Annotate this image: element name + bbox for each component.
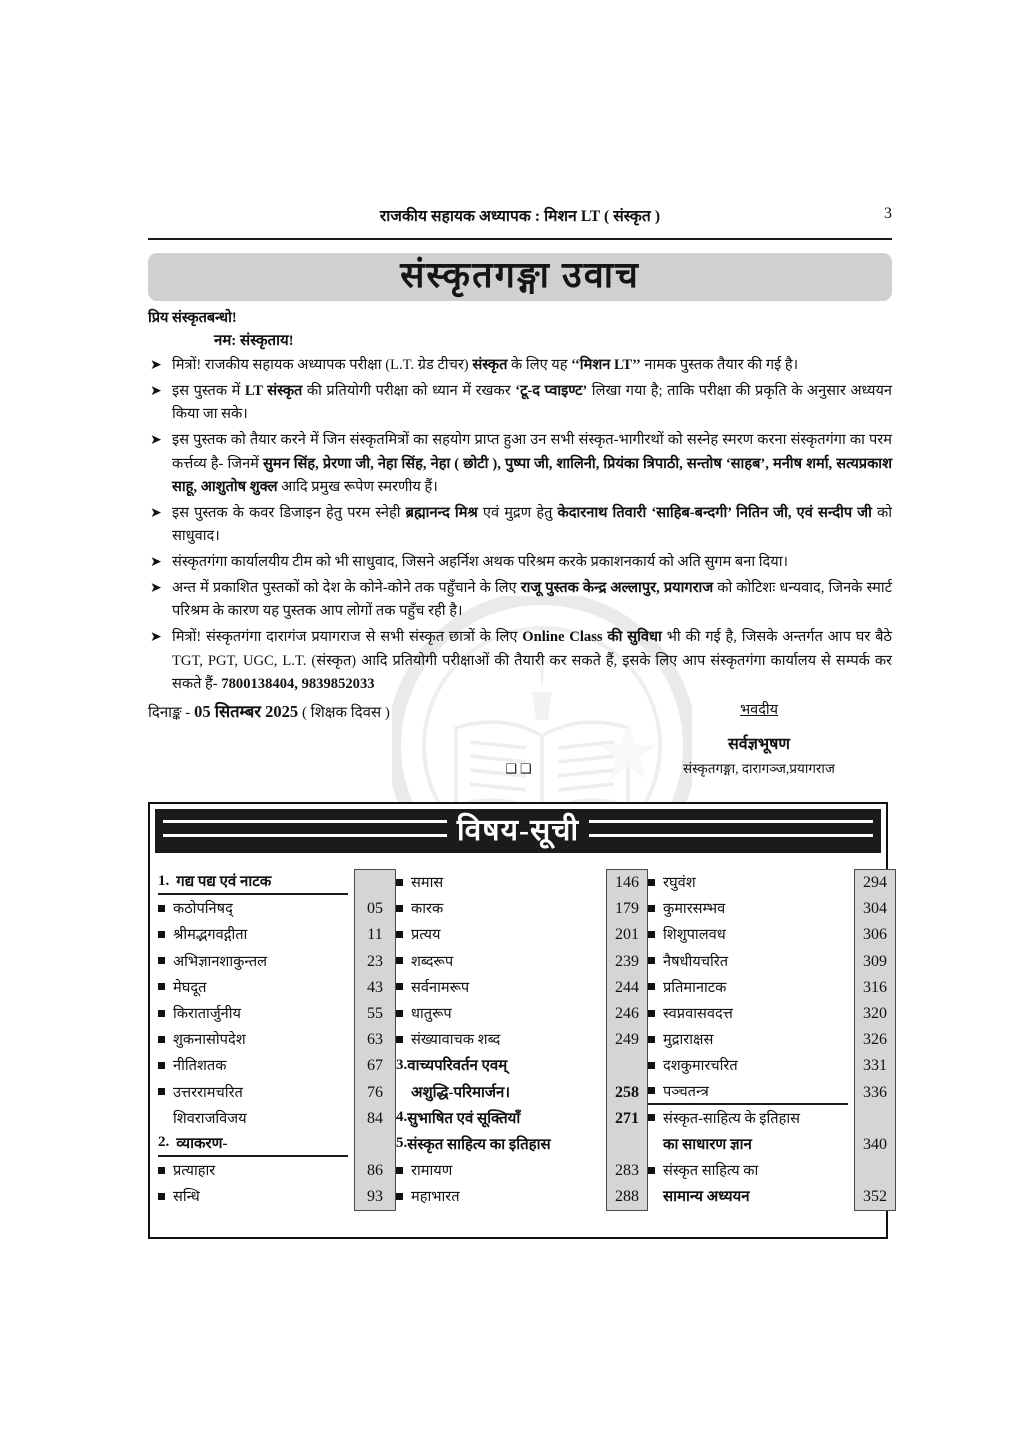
toc-page-number: 63 (367, 1031, 383, 1049)
toc-entry[interactable] (396, 1000, 600, 1026)
toc-entry[interactable] (158, 1105, 348, 1131)
toc-page-number: 05 (367, 900, 383, 918)
toc-page-number: 352 (863, 1188, 887, 1206)
toc-page-number: 320 (863, 1005, 887, 1023)
toc-section-label: वाच्यपरिवर्तन एवम् (407, 1058, 508, 1075)
letter-paragraph (148, 626, 892, 697)
toc-page-number: 239 (615, 952, 639, 970)
salutation: प्रिय संस्कृतबन्धो! (148, 310, 237, 326)
toc-entry-label: शब्दरूप (411, 953, 454, 970)
toc-entry-label: नैषधीयचरित (663, 953, 729, 970)
toc-section-heading[interactable] (158, 869, 348, 895)
page-number: 3 (884, 205, 892, 222)
toc-section-number: 2. (158, 1134, 170, 1151)
section-title: संस्कृतगङ्गा उवाच (400, 255, 640, 295)
toc-page-number: 67 (367, 1057, 383, 1075)
toc-section-label: व्याकरण- (176, 1135, 228, 1152)
toc-entry-label: किरातार्जुनीय (173, 1006, 242, 1023)
toc-entry-label: कठोपनिषद् (173, 901, 233, 918)
square-bullet-icon (396, 879, 403, 886)
toc-page-number (355, 1132, 395, 1158)
toc-entry-labels (648, 869, 854, 1211)
toc-entry[interactable] (648, 895, 848, 921)
date-value: 05 सितम्बर 2025 (194, 701, 299, 721)
toc-section-label: संस्कृत साहित्य का इतिहास (407, 1136, 551, 1153)
square-bullet-icon (648, 1036, 655, 1043)
bullet-arrow-icon: ➤ (150, 630, 162, 646)
square-bullet-icon (396, 983, 403, 990)
toc-entry[interactable] (648, 1105, 848, 1131)
toc-page-number (855, 1158, 895, 1184)
square-bullet-icon (158, 905, 165, 912)
toc-page-numbers (854, 869, 896, 1211)
toc-entry-label: मेघदूत (173, 979, 207, 996)
toc-entry-labels (396, 869, 606, 1211)
toc-column (396, 869, 648, 1211)
square-bullet-icon (396, 1167, 403, 1174)
toc-entry-label: कुमारसम्भव (663, 901, 726, 918)
date-note: ( शिक्षक दिवस ) (301, 704, 390, 721)
toc-section-number: 1. (158, 872, 170, 889)
letter-paragraph (148, 502, 892, 549)
toc-page-number: 326 (863, 1031, 887, 1049)
toc-entry-continuation[interactable] (396, 1079, 600, 1105)
section-title-banner (148, 253, 892, 301)
toc-page-numbers (606, 869, 648, 1211)
square-bullet-icon (158, 1193, 165, 1200)
toc-entry[interactable] (158, 1000, 348, 1026)
toc-section-label: सुभाषित एवं सूक्तियाँ (407, 1110, 521, 1127)
letter-paragraph-text: इस पुस्तक के कवर डिजाइन हेतु परम स्नेही ब्रह्मानन्द मिश्र एवं मुद्रण हेतु केदारनाथ तिवारी ‘साहिब-बन्दगी’ नितिन जी, एवं सन्दीप जी को साधुवाद। (172, 504, 893, 545)
square-bullet-icon (648, 1062, 655, 1069)
toc-entry-label: अभिज्ञानशाकुन्तल (173, 953, 268, 970)
bullet-arrow-icon: ➤ (150, 383, 162, 399)
toc-entry[interactable] (648, 1052, 848, 1078)
letter-paragraph-text: इस पुस्तक में LT संस्कृत की प्रतियोगी परीक्षा को ध्यान में रखकर ‘टू-द प्वाइण्ट’ लिखा गया है; ताकि परीक्षा की प्रकृति के अनुसार अध्ययन किया जा सके। (172, 382, 893, 423)
square-bullet-icon (648, 1087, 655, 1094)
toc-entry-label: शुकनासोपदेश (173, 1032, 246, 1049)
letter-paragraph (148, 429, 892, 500)
toc-entry-label: सन्धि (173, 1189, 200, 1206)
toc-entry-label: प्रतिमानाटक (663, 979, 727, 996)
toc-entry-label: स्वप्नवासवदत्त (663, 1006, 733, 1023)
toc-section-number: 4. (396, 1109, 408, 1126)
toc-entry-continuation[interactable] (648, 1183, 848, 1209)
toc-entry[interactable] (158, 948, 348, 974)
signature-yours: भवदीय (739, 701, 779, 718)
toc-entry[interactable] (648, 948, 848, 974)
toc-page-number: 309 (863, 952, 887, 970)
toc-section-label: गद्य पद्य एवं नाटक (176, 874, 272, 891)
toc-page-number: 331 (863, 1057, 887, 1075)
toc-entry[interactable] (648, 1079, 848, 1105)
square-bullet-icon (396, 931, 403, 938)
letter-closing (148, 699, 892, 785)
signature-name: सर्वज्ञभूषण (727, 735, 791, 753)
toc-page-number: 201 (615, 926, 639, 944)
bullet-arrow-icon: ➤ (150, 555, 162, 571)
toc-entry[interactable] (648, 974, 848, 1000)
toc-columns (150, 853, 886, 1237)
toc-entry-label: मुद्राराक्षस (663, 1032, 714, 1049)
running-header (148, 204, 892, 230)
toc-page-number: 258 (615, 1083, 639, 1101)
toc-entry[interactable] (396, 921, 600, 947)
letter-paragraph-text: संस्कृतगंगा कार्यालयीय टीम को भी साधुवाद, जिसने अहर्निश अथक परिश्रम करके प्रकाशनकार्य को अति सुगम बना दिया। (172, 554, 789, 571)
toc-entry[interactable] (396, 1026, 600, 1052)
toc-entry-label: का साधारण ज्ञान (663, 1136, 752, 1153)
toc-page-number (355, 870, 395, 896)
letter-paragraph (148, 380, 892, 427)
square-bullet-icon (158, 931, 165, 938)
date-line (148, 699, 390, 722)
end-marks: ❑❑ (505, 760, 535, 776)
letter-paragraph (148, 577, 892, 624)
toc-column (648, 869, 896, 1211)
toc-page-number: 86 (367, 1162, 383, 1180)
toc-entry-label: नीतिशतक (173, 1058, 227, 1075)
toc-entry-label: धातुरूप (411, 1006, 452, 1023)
toc-entry-label: महाभारत (411, 1189, 460, 1206)
toc-page-number: 271 (615, 1109, 639, 1127)
toc-entry-label: रघुवंश (663, 875, 696, 892)
letter-paragraph-text: अन्त में प्रकाशित पुस्तकों को देश के कोने-कोने तक पहुँचाने के लिए राजू पुस्तक केन्द्र अल्लापुर, प्रयागराज को कोटिशः धन्यवाद, जिनके स्मार्ट परिश्रम के कारण यह पुस्तक आप लोगों तक पहुँच रही है। (172, 579, 892, 620)
toc-entry-label: कारक (411, 901, 444, 918)
toc-page-number (855, 1106, 895, 1132)
toc-section-heading[interactable] (396, 1105, 600, 1131)
square-bullet-icon (158, 1036, 165, 1043)
toc-entry-label: सर्वनामरूप (411, 979, 470, 996)
toc-banner (155, 809, 881, 853)
toc-section-heading[interactable] (396, 1131, 600, 1157)
toc-title: विषय-सूची (447, 816, 589, 846)
toc-entry-label: शिशुपालवध (663, 927, 726, 944)
toc-entry[interactable] (158, 921, 348, 947)
toc-page-number: 288 (615, 1188, 639, 1206)
toc-entry-label: अशुद्धि-परिमार्जन। (411, 1084, 511, 1101)
square-bullet-icon (396, 1193, 403, 1200)
toc-entry[interactable] (648, 1000, 848, 1026)
invocation: नम: संस्कृताय! (214, 333, 294, 349)
toc-entry[interactable] (396, 1183, 600, 1209)
toc-page-number: 336 (863, 1083, 887, 1101)
letter-content (148, 204, 892, 785)
toc-page-number: 179 (615, 900, 639, 918)
toc-entry[interactable] (158, 1079, 348, 1105)
square-bullet-icon (158, 1062, 165, 1069)
bullet-arrow-icon: ➤ (150, 432, 162, 448)
toc-page-number: 304 (863, 900, 887, 918)
toc-entry[interactable] (158, 1157, 348, 1183)
letter-paragraph (148, 551, 892, 575)
toc-page-number: 146 (615, 874, 639, 892)
header-divider (148, 238, 892, 240)
square-bullet-icon (158, 957, 165, 964)
toc-entry[interactable] (158, 974, 348, 1000)
letter-paragraph-text: मित्रों! संस्कृतगंगा दारागंज प्रयागराज से सभी संस्कृत छात्रों के लिए Online Class की सुविधा भी की गई है, जिसके अन्तर्गत आप घर बैठे TGT, PGT, UGC, L.T. (संस्कृत) आदि प्रतियोगी परीक्षाओं की तैयारी कर सकते हैं, इसके लिए आप संस्कृतगंगा कार्यालय से सम्पर्क कर सकते हैं- 7800138404, 9839852033 (172, 629, 892, 693)
toc-entry[interactable] (648, 869, 848, 895)
toc-entry-label: समास (411, 875, 444, 892)
toc-entry-label: श्रीमद्भगवद्गीता (173, 927, 248, 944)
toc-page-number: 246 (615, 1005, 639, 1023)
table-of-contents (148, 802, 888, 1239)
toc-page-number: 244 (615, 978, 639, 996)
square-bullet-icon (396, 1036, 403, 1043)
toc-entry-label: सामान्य अध्ययन (663, 1189, 750, 1206)
toc-entry-label: पञ्चतन्त्र (663, 1083, 709, 1100)
toc-entry[interactable] (396, 948, 600, 974)
toc-page-number (607, 1132, 647, 1158)
toc-entry[interactable] (396, 1157, 600, 1183)
toc-page-number: 283 (615, 1162, 639, 1180)
square-bullet-icon (648, 957, 655, 964)
toc-page-number (607, 1053, 647, 1079)
square-bullet-icon (648, 1010, 655, 1017)
bullet-arrow-icon: ➤ (150, 580, 162, 596)
date-label: दिनाङ्क - (148, 704, 191, 721)
toc-entry-label: प्रत्याहार (173, 1163, 216, 1180)
toc-entry[interactable] (648, 921, 848, 947)
toc-entry[interactable] (648, 1026, 848, 1052)
bullet-arrow-icon: ➤ (150, 505, 162, 521)
toc-section-heading[interactable] (396, 1052, 600, 1078)
square-bullet-icon (648, 879, 655, 886)
toc-page-number: 23 (367, 952, 383, 970)
signature-org: संस्कृतगङ्गा, दारागञ्ज,प्रयागराज (683, 760, 835, 776)
toc-page-number: 76 (367, 1083, 383, 1101)
letter-paragraph-text: मित्रों! राजकीय सहायक अध्यापक परीक्षा (L.T. ग्रेड टीचर) संस्कृत के लिए यह ‘‘मिशन LT’’ नामक पुस्तक तैयार की गई है। (172, 357, 799, 373)
toc-entry-label: रामायण (411, 1163, 453, 1180)
toc-entry-continuation[interactable] (648, 1131, 848, 1157)
toc-page-number: 93 (367, 1188, 383, 1206)
toc-entry[interactable] (648, 1157, 848, 1183)
toc-entry-labels (158, 869, 354, 1211)
square-bullet-icon (158, 1010, 165, 1017)
square-bullet-icon (648, 905, 655, 912)
toc-entry[interactable] (396, 974, 600, 1000)
toc-page-number: 294 (863, 874, 887, 892)
toc-entry-label: संख्यावाचक शब्द (411, 1032, 501, 1049)
toc-entry-label: उत्तररामचरित (173, 1084, 243, 1101)
letter-paragraph-text: इस पुस्तक को तैयार करने में जिन संस्कृतमित्रों का सहयोग प्राप्त हुआ उन सभी संस्कृत-भागीरथों को सस्नेह स्मरण करना संस्कृतगंगा का परम कर्त्तव्य है- जिनमें सुमन सिंह, प्रेरणा जी, नेहा सिंह, नेहा ( छोटी ), पुष्पा जी, शालिनी, प्रियंका त्रिपाठी, सन्तोष ‘साहब’, मनीष शर्मा, सत्यप्रकाश साहू, आशुतोष शुक्ल आदि प्रमुख रूपेण स्मरणीय हैं। (172, 431, 892, 496)
toc-page-number: 84 (367, 1109, 383, 1127)
letter-bullet-list (148, 354, 892, 697)
toc-page-numbers (354, 869, 396, 1211)
toc-entry-label: शिवराजविजय (173, 1110, 247, 1127)
square-bullet-icon (648, 1167, 655, 1174)
toc-entry[interactable] (396, 895, 600, 921)
toc-entry[interactable] (158, 1052, 348, 1078)
toc-section-number: 3. (396, 1056, 408, 1073)
toc-entry[interactable] (158, 1183, 348, 1209)
letter-paragraph (148, 354, 892, 378)
running-header-title: राजकीय सहायक अध्यापक : मिशन LT ( संस्कृत ) (379, 208, 661, 225)
square-bullet-icon (158, 1088, 165, 1095)
toc-entry[interactable] (396, 869, 600, 895)
toc-entry-label: संस्कृत साहित्य का (663, 1163, 759, 1180)
bullet-arrow-icon: ➤ (150, 358, 162, 373)
square-bullet-icon (648, 1114, 655, 1121)
square-bullet-icon (396, 905, 403, 912)
toc-page-number: 55 (367, 1005, 383, 1023)
toc-section-number: 5. (396, 1135, 408, 1152)
toc-entry[interactable] (158, 895, 348, 921)
toc-entry[interactable] (158, 1026, 348, 1052)
toc-entry-label: प्रत्यय (411, 927, 441, 944)
toc-column (158, 869, 396, 1211)
square-bullet-icon (648, 931, 655, 938)
toc-page-number: 11 (367, 926, 383, 944)
square-bullet-icon (158, 983, 165, 990)
toc-page-number: 249 (615, 1031, 639, 1049)
square-bullet-icon (158, 1167, 165, 1174)
square-bullet-icon (648, 983, 655, 990)
toc-entry-label: दशकुमारचरित (663, 1058, 738, 1075)
toc-page-number: 306 (863, 926, 887, 944)
toc-section-heading[interactable] (158, 1131, 348, 1157)
square-bullet-icon (396, 957, 403, 964)
toc-page-number: 43 (367, 978, 383, 996)
square-bullet-icon (396, 1010, 403, 1017)
toc-page-number: 340 (863, 1135, 887, 1153)
toc-entry-label: संस्कृत-साहित्य के इतिहास (663, 1110, 800, 1127)
toc-page-number: 316 (863, 978, 887, 996)
